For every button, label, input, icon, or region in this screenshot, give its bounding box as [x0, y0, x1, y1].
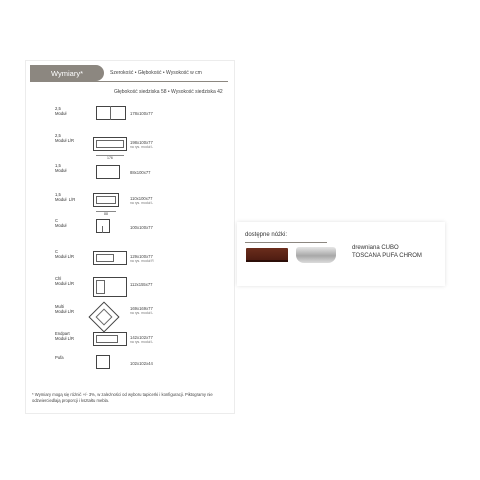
row-dim-pufa — [130, 361, 153, 366]
seat-cushion — [96, 196, 116, 204]
dim-value: 100x100x77 — [130, 225, 153, 230]
dimensions-tab: Wymiary* — [30, 65, 104, 81]
row-dim-endpart-modul-lr — [130, 335, 153, 344]
pufa-pictogram — [96, 355, 110, 369]
row-label-1-5-modul: 1,5 Moduł — [55, 163, 67, 173]
row-label-multi-modul-lr: Multi Moduł L/R — [55, 304, 75, 314]
corner-cushion — [96, 226, 103, 233]
dim-value: 112x155x77 — [130, 282, 153, 287]
chaise-cushion — [96, 280, 105, 294]
row-label-2-5-modul: 2,5 Moduł — [55, 106, 67, 116]
row-label-endpart-modul-lr: Endpart Moduł L/R — [55, 331, 75, 341]
dim-value: 169x169x77 — [130, 306, 153, 311]
seat-cushion — [96, 254, 114, 262]
legs-divider — [245, 242, 327, 243]
seat-cushion — [96, 140, 124, 148]
module-2-5-pictogram — [96, 106, 126, 120]
row-dim-c-modul-lr — [130, 254, 154, 263]
dim-value: 198x100x77 — [130, 140, 153, 145]
row-dim-1-5-modul-lr — [130, 196, 153, 205]
dim-note: na rys. moduł R — [130, 259, 154, 263]
row-label-c-modul-lr: C Moduł L/R — [55, 249, 75, 259]
seat-dimensions-label: Głębokość siedziska 58 • Wysokość siedziska 42 — [114, 89, 223, 95]
dimensions-footnote: * Wymiary mogą się różnić +/- 3%, w zależności od wyboru tapicerki i konfiguracji. Piktogramy nie odzwierciedlają proporcji i kształtu mebla. — [32, 392, 213, 403]
dimensions-units-label: Szerokość • Głębokość • Wysokość w cm — [110, 70, 202, 76]
dim-note: na rys. moduł L — [130, 201, 154, 205]
dim-note: na rys. moduł L — [130, 145, 154, 149]
chrome-leg-image — [296, 247, 336, 263]
legs-description — [352, 244, 422, 260]
seat-cushion — [96, 335, 118, 343]
header-divider — [30, 81, 228, 82]
measure-value-176: 176 — [107, 156, 113, 160]
leg-chrome-label: TOSCANA PUFA CHROM — [352, 253, 422, 259]
dim-note: na rys. moduł L — [130, 340, 154, 344]
row-label-2-5-modul-lr: 2,5 Moduł L/R — [55, 133, 75, 143]
row-label-1-5-modul-lr: 1,5 Moduł L/R — [55, 192, 76, 202]
row-dim-multi-modul-lr — [130, 306, 153, 315]
row-label-chl-modul-lr: Chl Moduł L/R — [55, 276, 75, 286]
dim-value: 88x100x77 — [130, 170, 151, 175]
measure-value-88: 88 — [104, 212, 108, 216]
row-label-c-modul: C Moduł — [55, 218, 67, 228]
row-dim-c-modul — [130, 225, 153, 230]
dim-note: na rys. moduł L — [130, 311, 154, 315]
dim-value: 178x100x77 — [130, 111, 153, 116]
row-dim-chl-modul-lr — [130, 282, 153, 287]
available-legs-title: dostępne nóżki: — [245, 232, 288, 238]
row-dim-2-5-modul — [130, 111, 153, 116]
dim-value: 142x102x77 — [130, 335, 153, 340]
seat-divider — [110, 106, 111, 120]
dim-value: 110x100x77 — [130, 196, 153, 201]
row-dim-1-5-modul — [130, 170, 151, 175]
wooden-leg-image — [246, 248, 288, 262]
row-label-pufa: Pufa — [55, 355, 64, 360]
leg-wood-label: drewniana CUBO — [352, 245, 399, 251]
row-dim-2-5-modul-lr — [130, 140, 153, 149]
dim-value: 129x100x77 — [130, 254, 153, 259]
dim-value: 102x102x44 — [130, 361, 153, 366]
module-1-5-pictogram — [96, 165, 120, 179]
